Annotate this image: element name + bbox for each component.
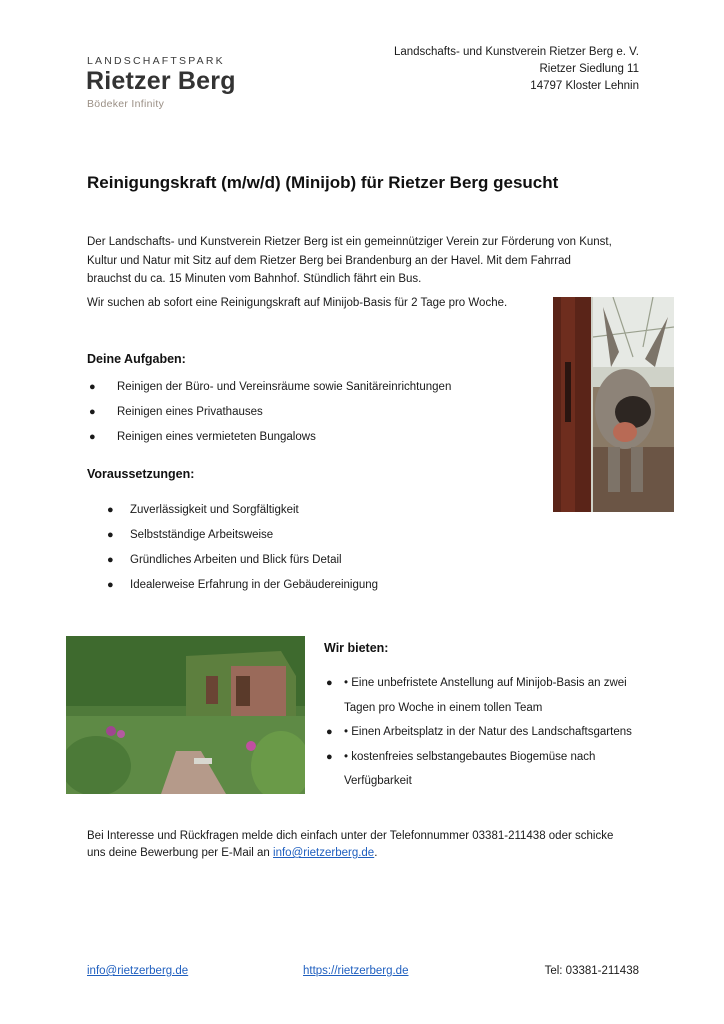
list-item: ● Reinigen der Büro- und Vereinsräume sowie Sanitäreinrichtungen — [89, 381, 452, 393]
bullet-icon: ● — [107, 554, 114, 566]
bullet-icon: ● — [89, 381, 96, 393]
footer-phone: Tel: 03381-211438 — [544, 965, 639, 977]
bullet-icon: ● — [107, 579, 114, 591]
offers-list — [324, 671, 634, 794]
offers-heading: Wir bieten: — [324, 641, 389, 655]
bullet-icon: ● — [89, 431, 96, 443]
list-item: ● • Einen Arbeitsplatz in der Natur des Landschaftsgartens — [324, 720, 634, 745]
bullet-icon: ● — [89, 406, 96, 418]
footer-email-link[interactable]: info@rietzerberg.de — [87, 965, 189, 977]
list-item: ● Idealerweise Erfahrung in der Gebäudereinigung — [107, 579, 379, 591]
logo-sub-line: Bödeker Infinity — [87, 98, 165, 110]
list-item: ● Reinigen eines Privathauses — [89, 406, 263, 418]
bullet-icon: ● — [107, 504, 114, 516]
search-paragraph: Wir suchen ab sofort eine Reinigungskraft auf Minijob-Basis für 2 Tage pro Woche. — [87, 297, 508, 309]
address-org: Landschafts- und Kunstverein Rietzer Berg e. V. — [393, 46, 639, 58]
tasks-list — [87, 381, 451, 456]
page-title: Reinigungskraft (m/w/d) (Minijob) für Rietzer Berg gesucht — [87, 173, 559, 192]
tasks-heading: Deine Aufgaben: — [87, 352, 186, 366]
address-city: 14797 Kloster Lehnin — [530, 80, 639, 92]
bullet-icon: ● — [107, 529, 114, 541]
logo-top-line: LANDSCHAFTSPARK — [87, 55, 225, 67]
requirements-heading: Voraussetzungen: — [87, 467, 195, 481]
requirements-list — [87, 504, 378, 604]
list-item: ● Gründliches Arbeiten und Blick fürs Detail — [107, 554, 342, 566]
footer-website-link[interactable]: https://rietzerberg.de — [303, 965, 409, 977]
contact-email-link[interactable]: info@rietzerberg.de — [273, 847, 375, 859]
list-item: ● • Eine unbefristete Anstellung auf Minijob-Basis an zwei Tagen pro Woche in einem tollen Team — [324, 671, 634, 720]
bullet-icon: ● — [326, 750, 333, 763]
list-item: ● Zuverlässigkeit und Sorgfältigkeit — [107, 504, 299, 516]
logo-name: Rietzer Berg — [86, 67, 236, 95]
list-item: ● Reinigen eines vermieteten Bungalows — [89, 431, 316, 443]
intro-paragraph: Der Landschafts- und Kunstverein Rietzer Berg ist ein gemeinnütziger Verein zur Förderung von Kunst, Kultur und Natur mit Sitz auf dem Rietzer Berg bei Brandenburg an der Havel. Mit dem Fahrrad brauchst du ca. 15 Minuten vom Bahnhof. Stündlich fährt ein Bus. — [87, 236, 612, 285]
list-item: ● Selbstständige Arbeitsweise — [107, 529, 274, 541]
contact-paragraph: Bei Interesse und Rückfragen melde dich einfach unter der Telefonnummer 03381-211438 oder schicke uns deine Bewerbung per E-Mail an info@rietzerberg.de. — [87, 830, 614, 859]
bullet-icon: ● — [326, 677, 333, 689]
list-item: ● • kostenfreies selbstangebautes Biogemüse nach Verfügbarkeit — [324, 745, 634, 794]
garden-photo — [66, 636, 305, 794]
bullet-icon: ● — [326, 726, 333, 738]
address-street: Rietzer Siedlung 11 — [539, 63, 639, 75]
donkey-photo — [553, 297, 674, 512]
sender-address — [394, 44, 639, 95]
